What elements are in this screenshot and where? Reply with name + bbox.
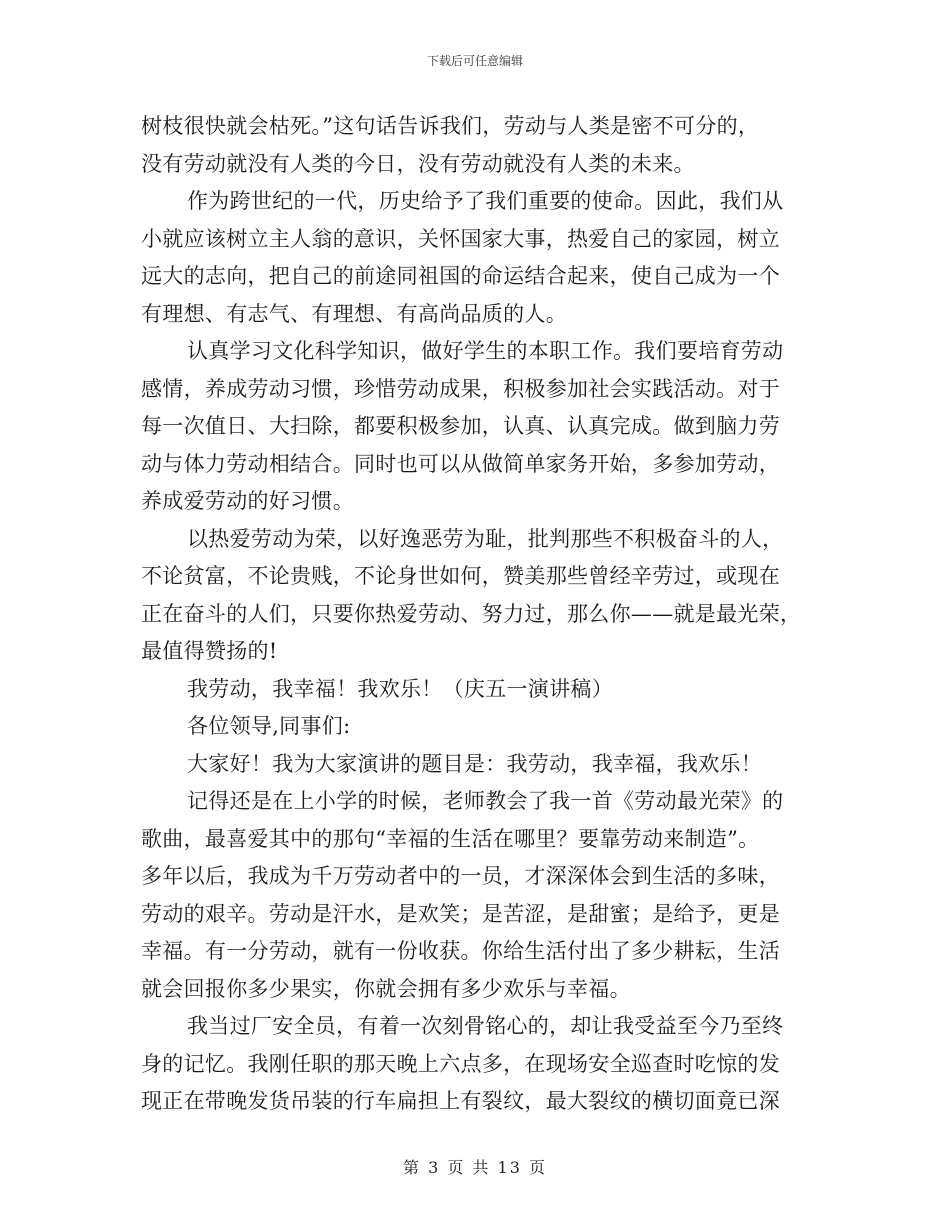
text-line: 以热爱劳动为荣，以好逸恶劳为耻，批判那些不积极奋斗的人， <box>187 526 784 551</box>
text-line: 记得还是在上小学的时候，老师教会了我一首《劳动最光荣》的 <box>187 789 784 813</box>
text-line: 有理想、有志气、有理想、有高尚品质的人。 <box>141 301 567 326</box>
text-line: 小就应该树立主人翁的意识，关怀国家大事，热爱自己的家园，树立 <box>141 226 780 251</box>
text-line: 幸福。有一分劳动，就有一份收获。你给生活付出了多少耕耘，生活 <box>141 939 780 963</box>
text-line: 远大的志向，把自己的前途同祖国的命运结合起来，使自己成为一个 <box>141 264 780 288</box>
text-line: 每一次值日、大扫除，都要积极参加，认真、认真完成。做到脑力劳 <box>141 414 780 438</box>
text-line: 劳动的艰辛。劳动是汗水，是欢笑；是苦涩，是甜蜜；是给予，更是 <box>141 901 780 926</box>
page-header: 下载后可任意编辑 <box>426 54 523 68</box>
text-line: 多年以后，我成为千万劳动者中的一员，才深深体会到生活的多味， <box>141 864 780 888</box>
page-footer: 第 3 页 共 13 页 <box>403 1158 547 1177</box>
text-line: 大家好！我为大家演讲的题目是：我劳动，我幸福，我欢乐！ <box>187 751 763 776</box>
text-line: 认真学习文化科学知识，做好学生的本职工作。我们要培育劳动 <box>187 339 784 363</box>
text-line: 现正在带晚发货吊装的行车扁担上有裂纹，最大裂纹的横切面竟已深 <box>141 1089 780 1113</box>
text-line: 就会回报你多少果实，你就会拥有多少欢乐与幸福。 <box>141 976 631 1001</box>
text-line: 我劳动，我幸福！我欢乐！（庆五一演讲稿） <box>187 676 613 701</box>
text-line: 歌曲，最喜爱其中的那句“幸福的生活在哪里？要靠劳动来制造”。 <box>141 826 760 851</box>
text-line: 正在奋斗的人们，只要你热爱劳动、努力过，那么你——就是最光荣， <box>141 601 802 626</box>
text-line: 树枝很快就会枯死。”这句话告诉我们，劳动与人类是密不可分的， <box>141 114 760 138</box>
text-line: 作为跨世纪的一代，历史给予了我们重要的使命。因此，我们从 <box>187 189 784 213</box>
text-line: 感情，养成劳动习惯，珍惜劳动成果，积极参加社会实践活动。对于 <box>141 376 780 401</box>
text-line: 我当过厂安全员，有着一次刻骨铭心的，却让我受益至今乃至终 <box>187 1014 784 1038</box>
text-line: 养成爱劳动的好习惯。 <box>141 489 354 513</box>
text-line: 不论贫富，不论贵贱，不论身世如何，赞美那些曾经辛劳过，或现在 <box>141 564 780 588</box>
text-line: 最值得赞扬的! <box>141 639 278 663</box>
body-text <box>141 108 811 1121</box>
text-line: 没有劳动就没有人类的今日，没有劳动就没有人类的未来。 <box>141 151 695 176</box>
text-line: 身的记忆。我刚任职的那天晚上六点多，在现场安全巡查时吃惊的发 <box>141 1051 780 1076</box>
text-line: 动与体力劳动相结合。同时也可以从做简单家务开始，多参加劳动， <box>141 451 780 476</box>
text-line: 各位领导,同事们: <box>187 714 351 738</box>
